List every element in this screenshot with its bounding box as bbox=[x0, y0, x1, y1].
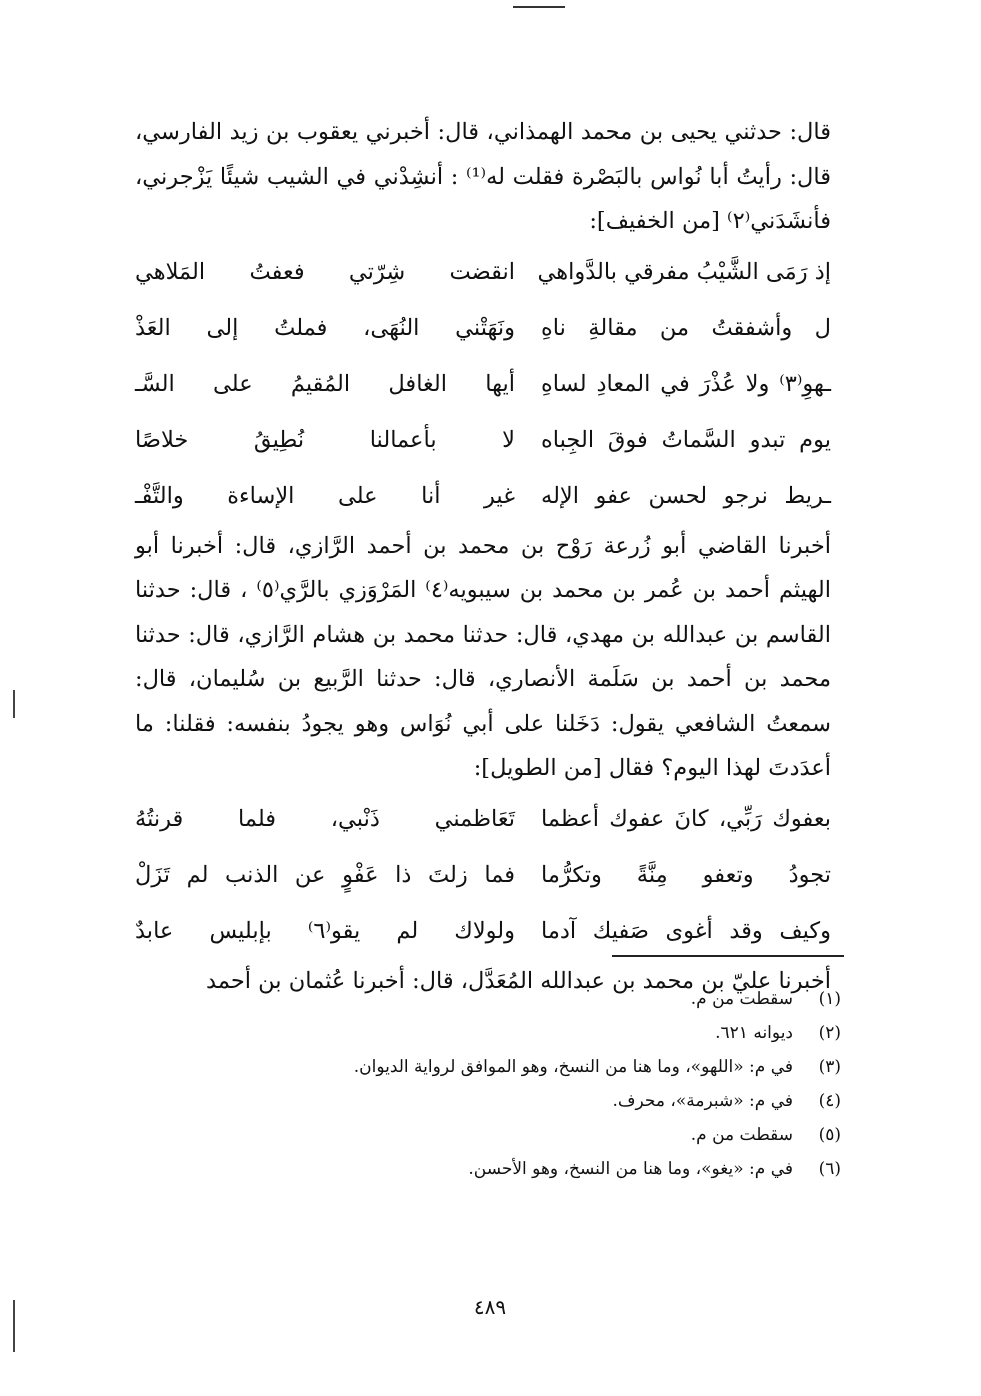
footnote-number: (١) bbox=[818, 989, 841, 1009]
hemistich-first: تجودُ وتعفو مِنَّةً وتكرُّما bbox=[541, 861, 831, 888]
footnote-number: (٦) bbox=[818, 1159, 841, 1179]
page-number: ٤٨٩ bbox=[473, 1295, 507, 1319]
footnote-number: (٣) bbox=[818, 1057, 841, 1077]
hemistich-second: لا بأعمالنا نُطِيقُ خلاصًا bbox=[135, 426, 515, 453]
verse bbox=[135, 412, 831, 468]
verse bbox=[135, 847, 831, 903]
footnote-text: سقطت من م. bbox=[690, 1125, 793, 1145]
hemistich-second: غير أنا على الإساءة والتَّفْـ bbox=[135, 482, 515, 509]
verse bbox=[135, 300, 831, 356]
footnote bbox=[281, 982, 841, 1016]
poem-khafif bbox=[135, 244, 831, 524]
hemistich-second: ونَهَتْني النُهَى، فملتُ إلى العَذْ bbox=[135, 314, 515, 341]
hemistich-second: فما زلتَ ذا عَفْوٍ عن الذنب لم تَزَلْ bbox=[135, 861, 515, 888]
hemistich-first: ل وأشفقتُ من مقالةِ ناهِ bbox=[541, 314, 831, 341]
verse bbox=[135, 468, 831, 524]
footnote-number: (٥) bbox=[818, 1125, 841, 1145]
hemistich-first: يوم تبدو السَّماتُ فوقَ الجِباه bbox=[541, 426, 831, 453]
hemistich-first: إذ رَمَى الشَّيْبُ مفرقي بالدَّواهي bbox=[537, 258, 831, 285]
margin-mark bbox=[13, 690, 15, 718]
footnote-text: في م: «شبرمة»، محرف. bbox=[612, 1091, 793, 1111]
hemistich-first: ـهوِ⁽٣⁾ ولا عُذْرَ في المعادِ لساهِ bbox=[541, 370, 831, 397]
footnote bbox=[281, 1118, 841, 1152]
footnote-separator bbox=[612, 955, 844, 957]
footnote bbox=[281, 1084, 841, 1118]
paragraph-isnad: أخبرنا القاضي أبو زُرعة رَوْح بن محمد بن أحمد الرَّازي، قال: أخبرنا أبو الهيثم أحمد بن عُمر بن محمد بن سيبويه⁽٤⁾ المَرْوَزي بالرَّي⁽٥⁾ ، قال: حدثنا القاسم بن عبدالله بن مهدي، قال: حدثنا محمد بن هشام الرَّازي، قال: حدثنا محمد بن أحمد بن سَلَمة الأنصاري، قال: حدثنا الرَّبيع بن سُليمان، قال: سمعتُ الشافعي يقول: دَخَلنا على أبي نُوَاس وهو يجودُ بنفسه: فقلنا: ما أعدَدتَ لهذا اليوم؟ فقال [من الطويل]: bbox=[135, 532, 831, 781]
hemistich-second: تَعَاظمني ذَنْبي، فلما قرنتُهُ bbox=[135, 805, 515, 832]
hemistich-second: أيها الغافل المُقيمُ على السَّـ bbox=[135, 370, 515, 397]
hemistich-first: بعفوك رَبِّي، كانَ عفوك أعظما bbox=[541, 805, 831, 832]
margin-mark bbox=[13, 1300, 15, 1352]
hemistich-second: ولولاك لم يقو⁽٦⁾ بإبليس عابدٌ bbox=[135, 917, 515, 944]
footnote-text: ديوانه ٦٢١. bbox=[715, 1023, 793, 1043]
verse bbox=[135, 791, 831, 847]
verse bbox=[135, 356, 831, 412]
poem-tawil bbox=[135, 791, 831, 959]
hemistich-first: ـريط نرجو لحسن عفو الإله bbox=[541, 482, 831, 509]
verse bbox=[135, 244, 831, 300]
footnotes bbox=[281, 982, 841, 1186]
footnote bbox=[281, 1152, 841, 1186]
footnote-text: سقطت من م. bbox=[690, 989, 793, 1009]
main-text bbox=[135, 110, 831, 1003]
header-rule bbox=[513, 6, 565, 8]
footnote-number: (٢) bbox=[818, 1023, 841, 1043]
footnote bbox=[281, 1016, 841, 1050]
footnote-text: في م: «اللهو»، وما هنا من النسخ، وهو الموافق لرواية الديوان. bbox=[353, 1057, 793, 1077]
footnote-number: (٤) bbox=[818, 1091, 841, 1111]
footnote-text: في م: «يغو»، وما هنا من النسخ، وهو الأحسن. bbox=[468, 1159, 793, 1179]
paragraph-intro: قال: حدثني يحيى بن محمد الهمذاني، قال: أخبرني يعقوب بن زيد الفارسي، قال: رأيتُ أبا نُواس بالبَصْرة فقلت له⁽¹⁾ : أنشِدْني في الشيب شيئًا يَزْجرني، فأنشَدَني⁽٢⁾ [من الخفيف]: bbox=[135, 119, 831, 234]
hemistich-second: انقضت شِرّتي فعفتُ المَلاهي bbox=[135, 258, 515, 285]
paragraph-continuation: أخبرنا عليّ بن محمد بن عبدالله المُعَدَّل، قال: أخبرنا عُثمان بن أحمد bbox=[206, 967, 831, 994]
footnote bbox=[281, 1050, 841, 1084]
hemistich-first: وكيف وقد أغوى صَفيك آدما bbox=[541, 917, 831, 944]
verse bbox=[135, 903, 831, 959]
